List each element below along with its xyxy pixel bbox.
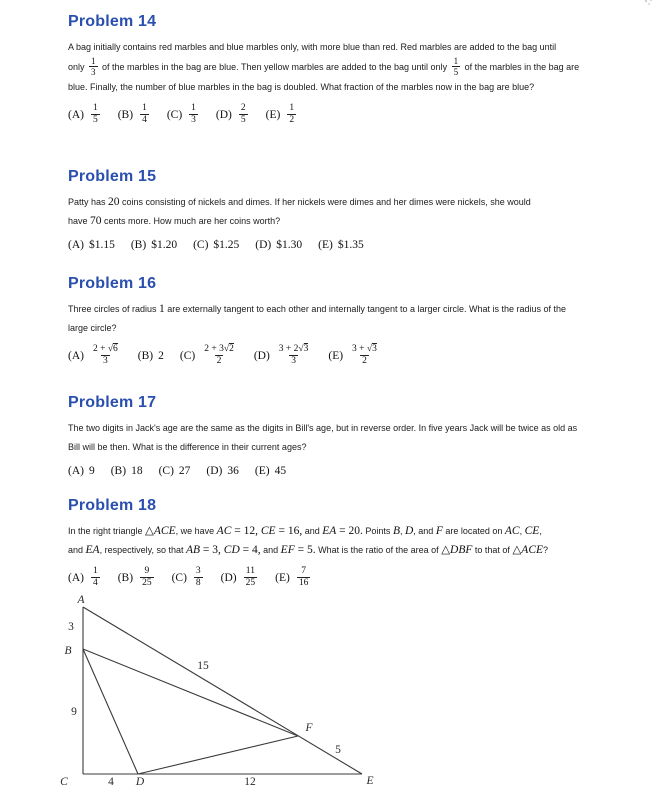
problem-body-line (68, 419, 626, 438)
choice-value: 27 (178, 465, 191, 477)
choice-value: 45 (274, 465, 287, 477)
problem-17 (68, 393, 626, 479)
choice-label: (C) (179, 349, 196, 362)
choice-label: (C) (171, 571, 187, 584)
body-text: , respectively, so that (99, 545, 186, 555)
fraction-numerator: 9 (144, 566, 150, 576)
answer-choice (118, 566, 156, 589)
choice-value: $1.25 (213, 239, 240, 251)
problem-title: Problem 14 (68, 13, 157, 30)
fraction-numerator: 1 (91, 56, 96, 66)
fraction-numerator: 1 (191, 103, 196, 113)
answer-choice (68, 566, 102, 589)
problem-16 (68, 274, 626, 367)
problem-title: Problem 17 (68, 394, 157, 411)
choice-label: (A) (68, 465, 84, 477)
fraction (244, 566, 258, 589)
math-text: = 5. (294, 544, 316, 556)
answer-choice (68, 344, 122, 367)
answer-choice (193, 239, 239, 251)
figure-label-9: 9 (71, 706, 77, 718)
problem-15 (68, 167, 626, 253)
fraction-denominator: 4 (92, 578, 98, 588)
choice-label: (B) (130, 239, 147, 251)
body-text: Patty has (68, 197, 109, 207)
answer-choice (275, 566, 312, 589)
fraction (189, 103, 198, 126)
problem-body-line (68, 541, 626, 560)
math-text: EF (280, 544, 295, 556)
figure-label-E: E (366, 775, 374, 787)
figure-label-5: 5 (335, 744, 341, 756)
fraction-denominator: 2 (216, 356, 222, 366)
problem-title: Problem 16 (68, 275, 157, 292)
problem-body-line (68, 78, 626, 97)
choice-value: 36 (227, 465, 239, 477)
choice-label: (D) (253, 349, 270, 362)
problem-title: Problem 15 (68, 168, 157, 185)
choice-value: $1.15 (88, 239, 115, 251)
problem-body-line (68, 438, 626, 457)
body-text: The two digits in Jack's age are the same as the digits in Bill's age, but in reverse order. In five years Jack will be twice as old as (68, 423, 578, 433)
answer-choice (159, 465, 191, 477)
problem-body-line (68, 300, 626, 319)
figure-label-4: 4 (108, 776, 114, 788)
choice-label: (E) (318, 239, 333, 251)
choice-value: 18 (131, 465, 143, 477)
fraction-denominator: 4 (142, 115, 147, 125)
fraction-numerator: 2 + 3√2 (204, 344, 234, 354)
problem-14 (68, 12, 626, 126)
problem-18-figure (60, 592, 460, 797)
answer-choice (68, 103, 102, 126)
choice-label: (E) (275, 571, 290, 584)
body-text: coins consisting of nickels and dimes. If her nickels were dimes and her dimes were nickels, she would (119, 197, 531, 207)
math-text: 20 (108, 196, 120, 208)
answer-choices (68, 237, 626, 253)
fraction-numerator: 1 (92, 103, 98, 113)
math-text: F (435, 525, 443, 537)
choice-label: (E) (254, 465, 270, 477)
fraction-denominator: 8 (195, 578, 201, 588)
math-text: = 20. (336, 525, 363, 537)
choice-label: (D) (220, 571, 237, 584)
choice-label: (C) (158, 465, 174, 477)
problem-body-line (68, 38, 626, 57)
fraction (91, 103, 100, 126)
body-text: , (519, 526, 525, 536)
choice-label: (B) (117, 571, 134, 584)
choice-value: $1.20 (151, 239, 178, 251)
choice-label: (A) (68, 108, 84, 121)
problem-body-line (68, 57, 626, 78)
choice-label: (D) (215, 108, 232, 121)
body-text: blue. Finally, the number of blue marbles in the bag is doubled. What fraction of the marbles now in the bag are blue? (68, 82, 535, 92)
fraction-numerator: 3 + 2√3 (278, 344, 309, 354)
math-text: EA (85, 544, 100, 556)
math-text: ACE (521, 544, 544, 556)
answer-choice (254, 344, 313, 367)
body-text: cents more. How much are her coins worth? (101, 216, 281, 226)
answer-choice (180, 344, 238, 367)
fraction-numerator: 2 (240, 103, 246, 113)
answer-choice (138, 350, 164, 362)
fraction (452, 56, 461, 77)
choice-label: (A) (68, 571, 84, 584)
figure-label-C: C (60, 776, 68, 788)
problem-body-line (68, 319, 626, 338)
radicand: 6 (113, 344, 118, 354)
math-text: D (404, 525, 414, 537)
answer-choice (255, 465, 286, 477)
fraction-numerator: 1 (92, 566, 98, 576)
problem-title: Problem 18 (68, 497, 157, 514)
problem-18 (68, 496, 626, 589)
body-text: of the marbles in the bag are (462, 61, 580, 72)
choice-label: (A) (68, 239, 84, 251)
fraction (239, 103, 248, 126)
answer-choice (68, 239, 115, 251)
fraction (91, 566, 100, 589)
corner-speckle-artifact (643, 0, 655, 8)
math-text: = 4, (239, 544, 261, 556)
body-text: are located on (442, 526, 505, 536)
body-text: large circle? (68, 323, 117, 333)
answer-choice (221, 566, 259, 589)
choice-value: 2 (158, 349, 164, 362)
fraction-numerator: 1 (142, 103, 147, 113)
fraction-numerator: 3 (195, 566, 201, 576)
body-text: ? (543, 545, 549, 555)
radicand: 2 (229, 344, 234, 354)
answer-choice (172, 566, 205, 589)
body-text: , (539, 526, 542, 536)
math-text: ACE (153, 525, 176, 537)
fraction-numerator: 7 (301, 566, 306, 576)
problem-body-line (68, 522, 626, 541)
body-text: , we have (175, 526, 217, 536)
body-text: , and (413, 526, 436, 536)
body-text: are externally tangent to each other and internally tangent to a larger circle. What is the radius of the (164, 304, 567, 314)
fraction (140, 566, 154, 589)
math-text: 70 (90, 215, 102, 227)
math-text: △ (512, 544, 522, 556)
fraction-numerator: 1 (453, 56, 459, 66)
figure-label-3: 3 (68, 621, 74, 633)
body-text: have (68, 216, 91, 226)
fraction-denominator: 5 (92, 115, 98, 125)
body-text: of the marbles in the bag are blue. Then yellow marbles are added to the bag until only (99, 61, 450, 72)
choice-value: $1.30 (276, 239, 303, 251)
math-text: DBF (450, 544, 473, 556)
answer-choice (216, 103, 250, 126)
body-text: only (68, 61, 88, 72)
answer-choice (118, 103, 151, 126)
choice-label: (C) (193, 239, 209, 251)
fraction-numerator: 1 (289, 103, 295, 113)
fraction-denominator: 3 (103, 356, 108, 366)
fraction (202, 344, 236, 367)
answer-choice (266, 103, 298, 126)
body-text: What is the ratio of the area of (315, 545, 442, 555)
choice-label: (D) (206, 465, 223, 477)
body-text: Three circles of radius (68, 304, 160, 314)
fraction (91, 344, 120, 367)
answer-choice (131, 239, 177, 251)
math-text: △ (441, 544, 451, 556)
fraction-denominator: 5 (453, 67, 459, 77)
answer-choice (68, 465, 95, 477)
answer-choices (68, 566, 626, 589)
fraction (194, 566, 203, 589)
fraction (350, 344, 379, 367)
fraction-denominator: 16 (298, 578, 309, 588)
fraction-denominator: 2 (362, 356, 367, 366)
radical-sign: √ (223, 344, 230, 354)
fraction-numerator: 11 (245, 566, 255, 576)
choice-label: (E) (265, 108, 281, 121)
answer-choice (167, 103, 200, 126)
math-text: EA (322, 525, 337, 537)
body-text: and (302, 526, 323, 536)
figure-label-B: B (64, 645, 72, 657)
choice-label: (D) (255, 239, 272, 251)
figure-label-12: 12 (244, 776, 256, 788)
body-text: and (260, 545, 281, 555)
math-text: = 12, (231, 525, 261, 537)
math-text: CE (260, 525, 276, 537)
radical-sign: √ (366, 344, 373, 354)
fraction-numerator: 3 + √3 (352, 344, 377, 354)
math-text: CD (223, 544, 240, 556)
fraction-denominator: 5 (240, 115, 246, 125)
answer-choice (206, 465, 238, 477)
choice-label: (B) (137, 349, 154, 362)
triangle-figure-svg (60, 592, 460, 797)
radicand: 3 (372, 344, 377, 354)
math-text: AC (504, 525, 520, 537)
fraction-denominator: 2 (289, 115, 295, 125)
body-text: In the right triangle (68, 526, 146, 536)
choice-label: (B) (110, 465, 127, 477)
figure-label-D: D (135, 776, 145, 788)
figure-label-A: A (77, 594, 85, 606)
radicand: 3 (303, 344, 309, 354)
math-text: AC (216, 525, 232, 537)
choice-value: $1.35 (337, 239, 364, 251)
problem-body-line (68, 193, 626, 212)
radical-sign: √ (107, 344, 114, 354)
problem-body-line (68, 212, 626, 231)
radical-sign: √ (298, 344, 304, 354)
body-text: , (399, 526, 405, 536)
figure-edge-DF (138, 736, 298, 774)
math-text: AB (185, 544, 201, 556)
body-text: Bill will be then. What is the difference in their current ages? (68, 442, 307, 452)
answer-choice (111, 465, 143, 477)
answer-choices (68, 103, 626, 126)
math-text: △ (145, 525, 154, 537)
fraction-denominator: 25 (245, 578, 256, 588)
answer-choices (68, 344, 626, 367)
body-text: A bag initially contains red marbles and blue marbles only, with more blue than red. Red marbles are added to the bag until (68, 42, 557, 52)
answer-choice (318, 239, 364, 251)
choice-value: 9 (88, 465, 95, 477)
body-text: and (68, 545, 86, 555)
fraction (89, 56, 98, 77)
figure-label-15: 15 (197, 660, 209, 672)
choice-label: (C) (166, 108, 183, 121)
answer-choices (68, 463, 626, 479)
fraction-denominator: 3 (91, 67, 96, 77)
math-text: 1 (159, 303, 165, 315)
figure-edge-AE (83, 607, 362, 774)
fraction (287, 103, 296, 126)
fraction-denominator: 25 (142, 578, 152, 588)
choice-label: (A) (68, 349, 84, 362)
fraction-numerator: 2 + √6 (92, 344, 118, 354)
fraction (140, 103, 149, 126)
answer-choice (255, 239, 302, 251)
fraction (297, 566, 311, 589)
math-text: = 3, (200, 544, 224, 556)
math-text: B (392, 525, 400, 537)
math-text: = 16, (275, 525, 303, 537)
math-text: CE (524, 525, 540, 537)
body-text: to that of (472, 545, 513, 555)
body-text: Points (362, 526, 393, 536)
choice-label: (B) (117, 108, 134, 121)
answer-choice (328, 344, 381, 367)
figure-label-F: F (305, 722, 313, 734)
fraction-denominator: 3 (191, 115, 196, 125)
choice-label: (E) (328, 349, 344, 362)
fraction (277, 344, 311, 367)
fraction-denominator: 3 (291, 356, 296, 366)
